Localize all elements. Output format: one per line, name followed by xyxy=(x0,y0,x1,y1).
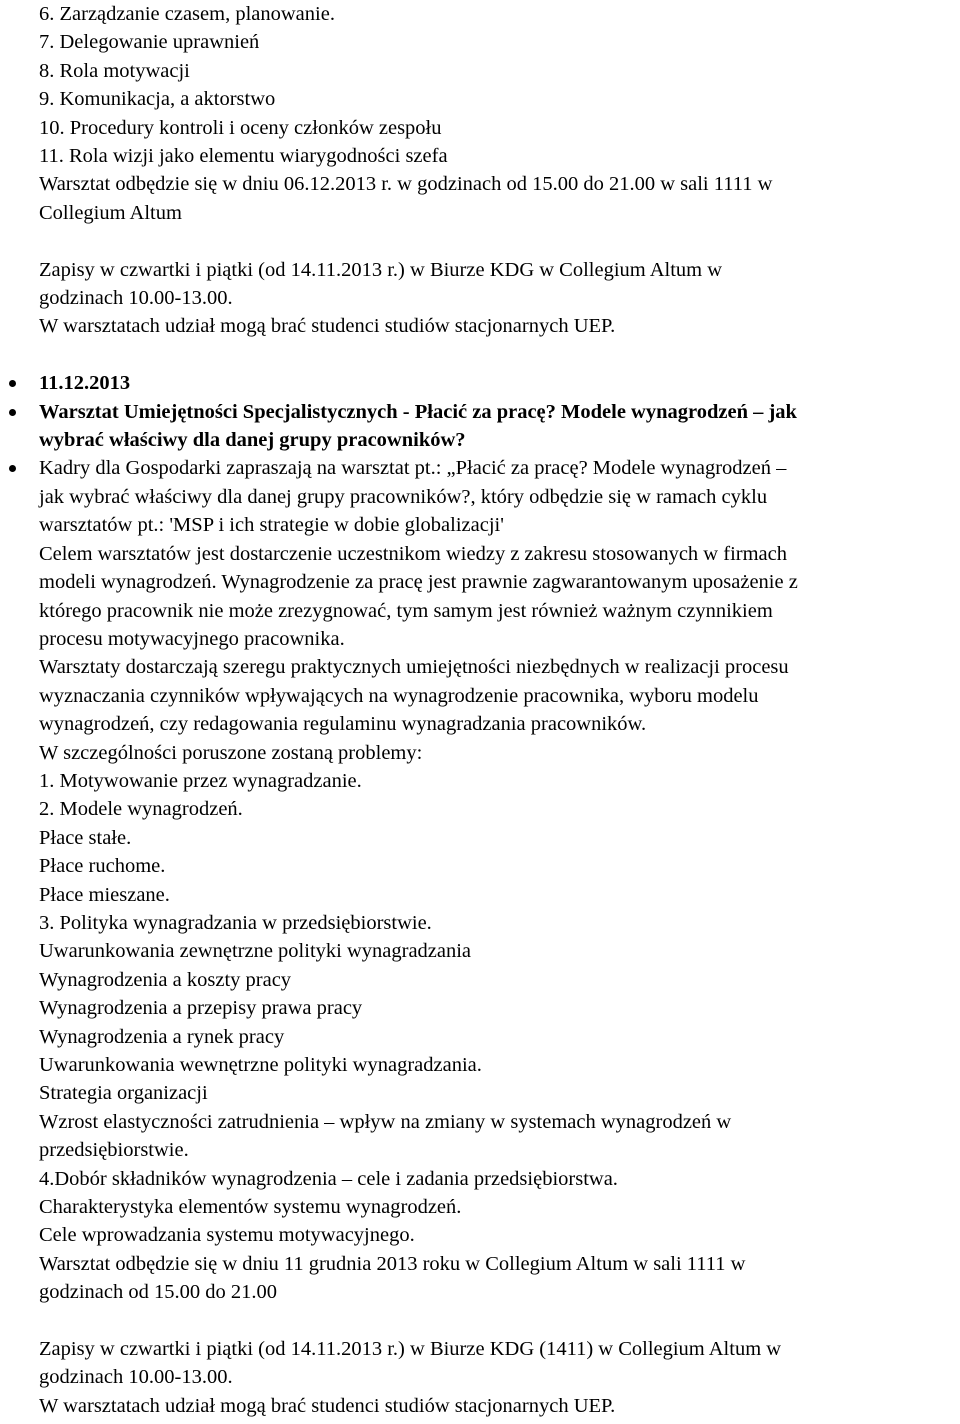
body-line: Warsztat odbędzie się w dniu 11 grudnia 2013 roku w Collegium Altum w sali 1111 w xyxy=(39,1252,746,1275)
body-line: wynagrodzeń, czy redagowania regulaminu wynagradzania pracowników. xyxy=(39,713,647,736)
intro-section xyxy=(39,0,960,227)
signup-section xyxy=(39,256,960,341)
body-line: Cele wprowadzania systemu motywacyjnego. xyxy=(39,1224,415,1247)
body-line: Wynagrodzenia a koszty pracy xyxy=(39,968,292,991)
body-line: W szczególności poruszone zostaną problemy: xyxy=(39,741,423,764)
invitation-continuation xyxy=(39,483,960,540)
agenda-item-6: 6. Zarządzanie czasem, planowanie. xyxy=(39,3,335,25)
body-line: Uwarunkowania zewnętrzne polityki wynagradzania xyxy=(39,940,472,963)
body-line: Płace mieszane. xyxy=(39,883,170,906)
list-item xyxy=(39,369,960,397)
workshop-title-line: wybrać właściwy dla danej grupy pracowników? xyxy=(39,429,466,452)
bullet-list xyxy=(39,369,960,483)
workshop-date-line: Warsztat odbędzie się w dniu 06.12.2013 r. w godzinach od 15.00 do 21.00 w sali 1111 w xyxy=(39,173,773,196)
list-item xyxy=(39,454,960,482)
signup-line: Zapisy w czwartki i piątki (od 14.11.2013 r.) w Biurze KDG (1411) w Collegium Altum w xyxy=(39,1338,782,1361)
body-line: Płace stałe. xyxy=(39,826,132,849)
body-line: 3. Polityka wynagradzania w przedsiębiorstwie. xyxy=(39,911,432,934)
workshop-venue-line: Collegium Altum xyxy=(39,201,182,224)
agenda-item-10: 10. Procedury kontroli i oceny członków zespołu xyxy=(39,116,442,139)
body-line: Strategia organizacji xyxy=(39,1082,208,1105)
body-line: Celem warsztatów jest dostarczenie uczestnikom wiedzy z zakresu stosowanych w firmach xyxy=(39,542,787,565)
body-line: 2. Modele wynagrodzeń. xyxy=(39,798,243,821)
signup-hours-line: godzinach 10.00-13.00. xyxy=(39,1366,233,1389)
body-line: przedsiębiorstwie. xyxy=(39,1139,189,1162)
body-section xyxy=(39,540,960,1307)
agenda-item-8: 8. Rola motywacji xyxy=(39,59,190,82)
body-line: Wzrost elastyczności zatrudnienia – wpływ na zmiany w systemach wynagrodzeń w xyxy=(39,1110,732,1133)
body-line: 4.Dobór składników wynagrodzenia – cele i zadania przedsiębiorstwa. xyxy=(39,1167,618,1190)
agenda-item-7: 7. Delegowanie uprawnień xyxy=(39,31,260,54)
list-item xyxy=(39,398,960,455)
invitation-line: jak wybrać właściwy dla danej grupy pracowników?, który odbędzie się w ramach cyklu xyxy=(39,485,768,508)
signup-line: Zapisy w czwartki i piątki (od 14.11.2013 r.) w Biurze KDG w Collegium Altum w xyxy=(39,258,723,281)
signup-hours-line: godzinach 10.00-13.00. xyxy=(39,287,233,310)
eligibility-line: W warsztatach udział mogą brać studenci studiów stacjonarnych UEP. xyxy=(39,1394,616,1417)
body-line: Charakterystyka elementów systemu wynagrodzeń. xyxy=(39,1196,462,1219)
body-line: procesu motywacyjnego pracownika. xyxy=(39,627,345,650)
agenda-item-11: 11. Rola wizji jako elementu wiarygodności szefa xyxy=(39,145,448,168)
body-line: Płace ruchome. xyxy=(39,855,166,878)
body-line: Wynagrodzenia a rynek pracy xyxy=(39,1025,285,1048)
body-line: Wynagrodzenia a przepisy prawa pracy xyxy=(39,997,363,1020)
spacer xyxy=(39,341,960,369)
agenda-item-9: 9. Komunikacja, a aktorstwo xyxy=(39,88,276,111)
body-line: modeli wynagrodzeń. Wynagrodzenie za pracę jest prawnie zagwarantowanym uposażenie z xyxy=(39,571,798,594)
invitation-line: Kadry dla Gospodarki zapraszają na warsztat pt.: „Płacić za pracę? Modele wynagrodzeń – xyxy=(39,457,787,480)
bullet-icon xyxy=(9,380,16,387)
body-line: Uwarunkowania wewnętrzne polityki wynagradzania. xyxy=(39,1054,482,1076)
spacer xyxy=(39,1307,960,1335)
body-line: 1. Motywowanie przez wynagradzanie. xyxy=(39,769,362,792)
event-date: 11.12.2013 xyxy=(39,372,131,395)
workshop-title-line: Warsztat Umiejętności Specjalistycznych - Płacić za pracę? Modele wynagrodzeń – jak xyxy=(39,400,797,423)
body-line: wyznaczania czynników wpływających na wynagrodzenie pracownika, wyboru modelu xyxy=(39,684,759,707)
spacer xyxy=(39,227,960,255)
body-line: którego pracownik nie może zrezygnować, tym samym jest również ważnym czynnikiem xyxy=(39,599,773,622)
footer-section xyxy=(39,1335,960,1420)
body-line: godzinach od 15.00 do 21.00 xyxy=(39,1281,277,1304)
eligibility-line: W warsztatach udział mogą brać studenci studiów stacjonarnych UEP. xyxy=(39,315,616,338)
invitation-line: warsztatów pt.: 'MSP i ich strategie w dobie globalizacji' xyxy=(39,514,504,537)
bullet-icon xyxy=(9,465,16,472)
body-line: Warsztaty dostarczają szeregu praktycznych umiejętności niezbędnych w realizacji procesu xyxy=(39,656,789,679)
bullet-icon xyxy=(9,409,16,416)
